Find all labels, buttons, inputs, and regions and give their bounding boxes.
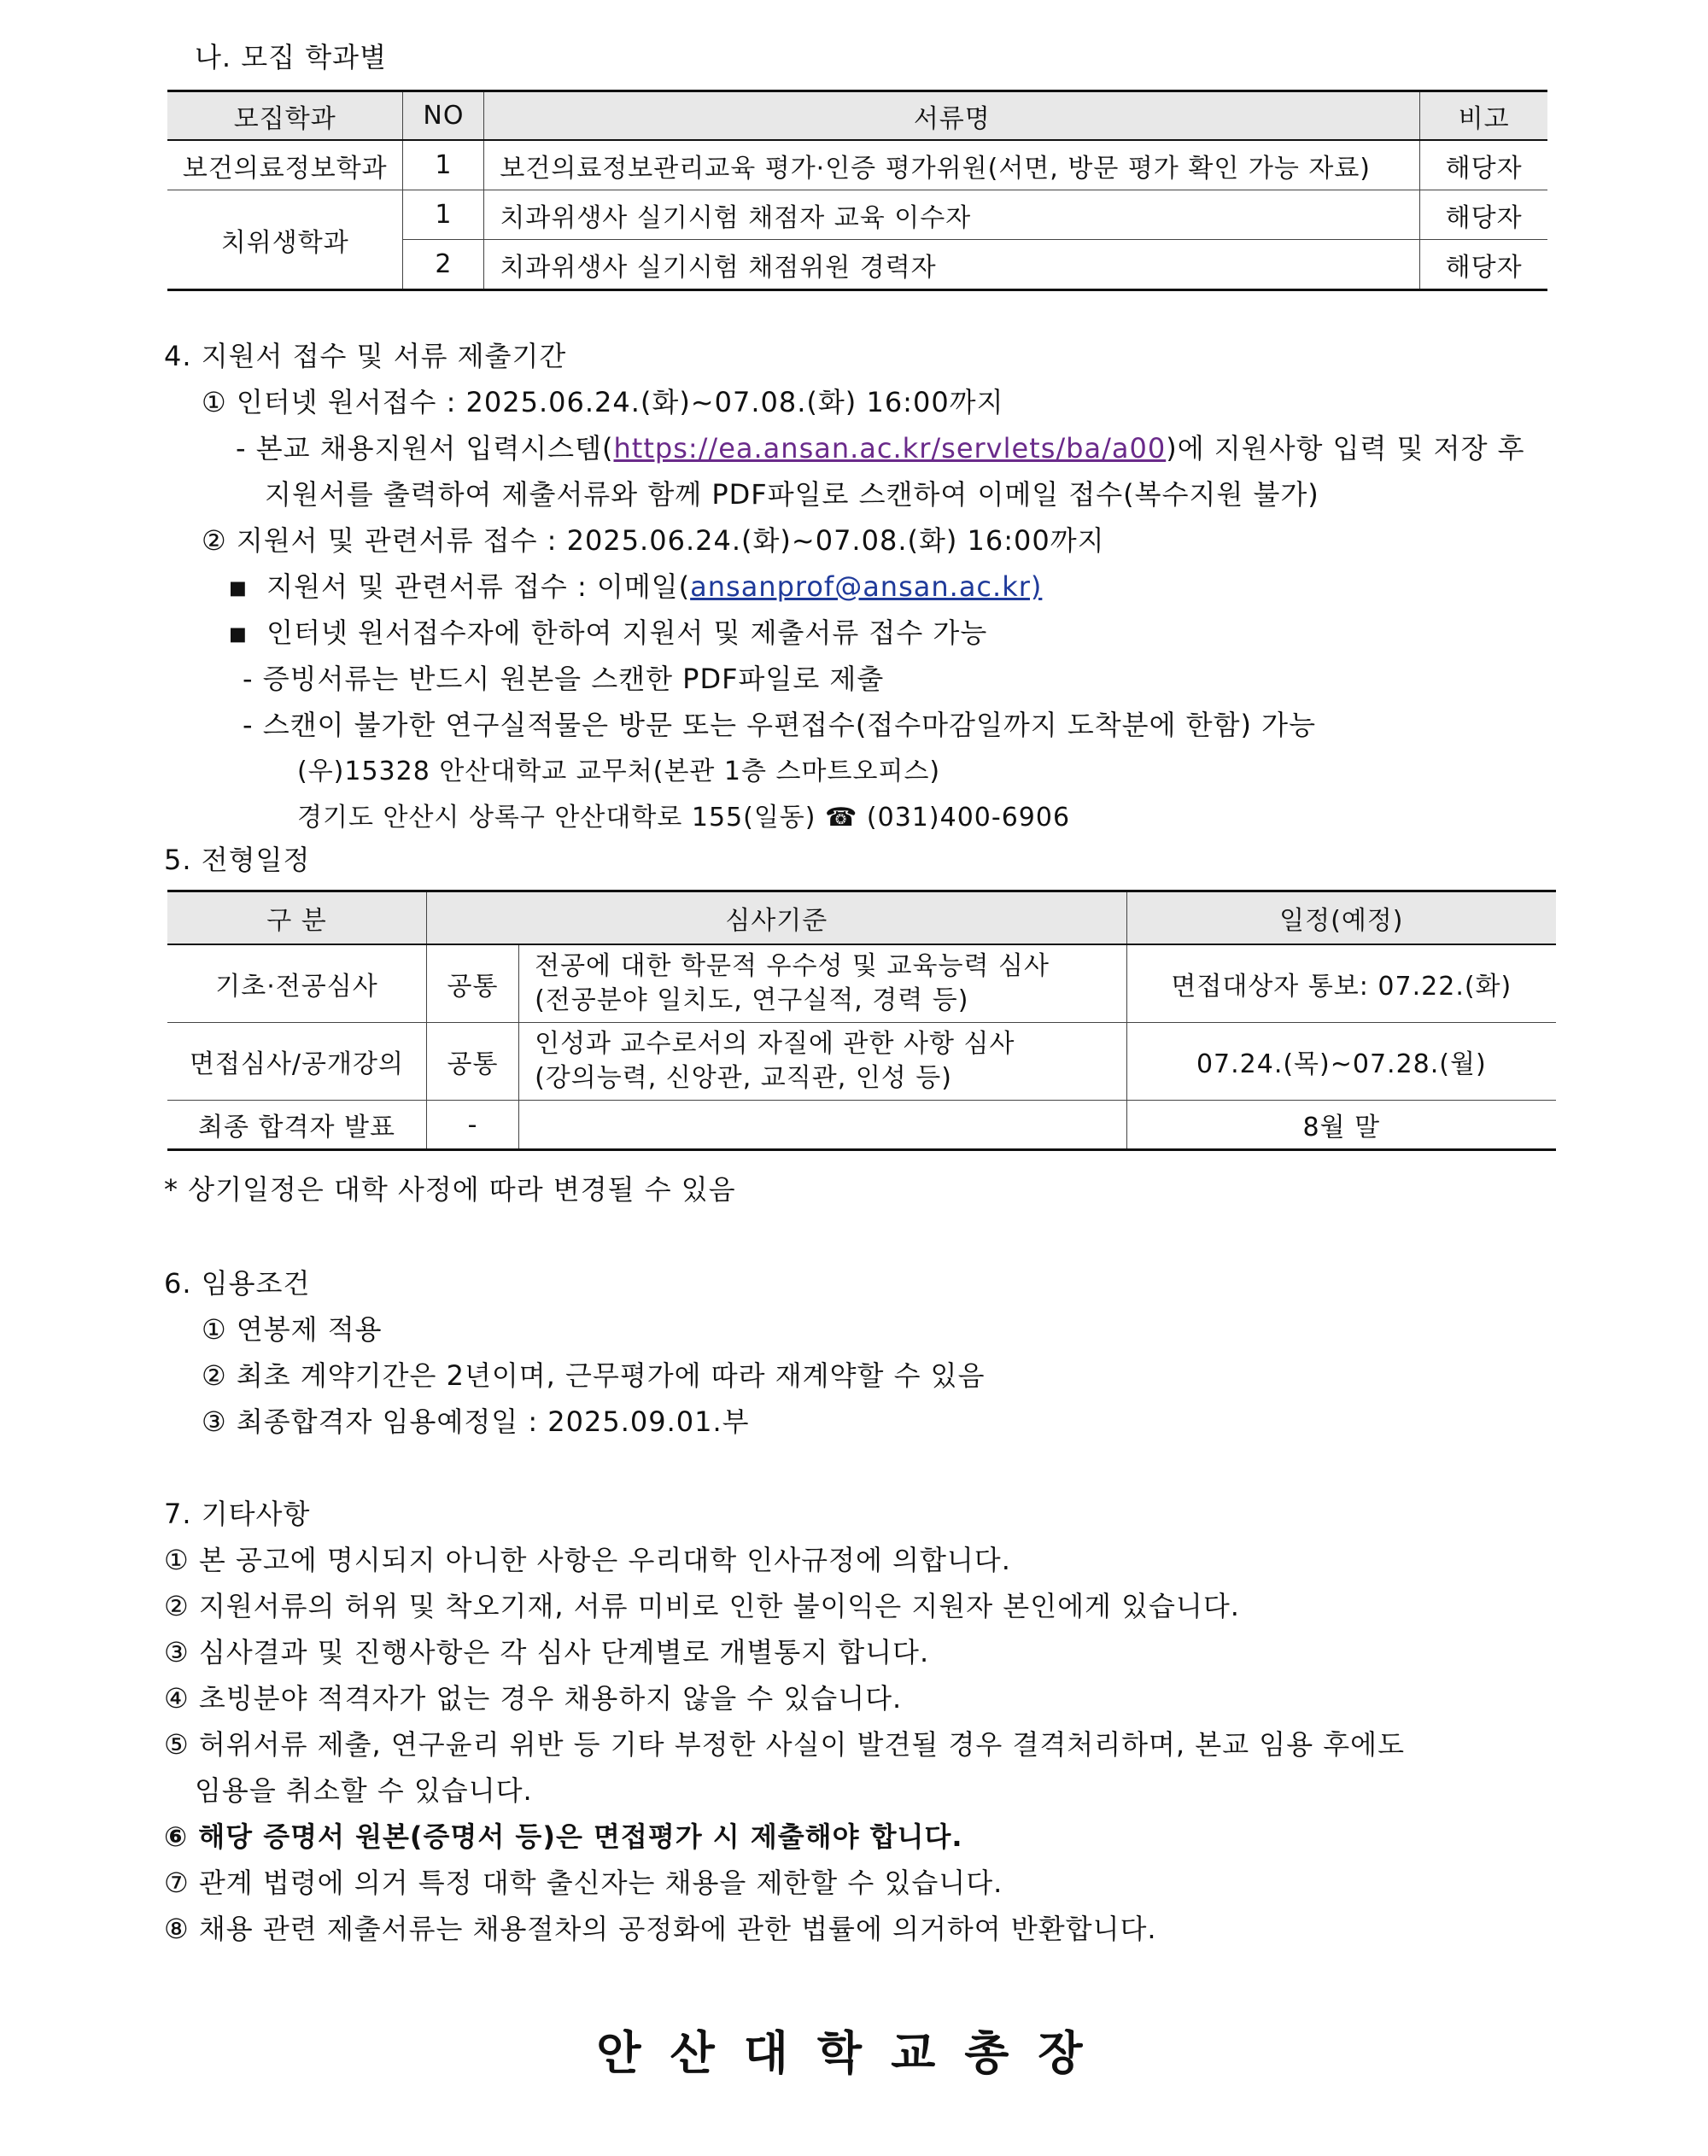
date-cell: 면접대상자 통보: 07.22.(화)	[1126, 944, 1556, 1023]
section7-item-cont: 임용을 취소할 수 있습니다.	[195, 1774, 533, 1807]
address-line1: (우)15328 안산대학교 교무처(본관 1층 스마트오피스)	[297, 757, 941, 786]
doc-cell: 치과위생사 실기시험 채점자 교육 이수자	[484, 190, 1420, 240]
section6-item: ① 연봉제 적용	[202, 1313, 383, 1346]
stage-cell: 면접심사/공개강의	[167, 1023, 426, 1101]
section6-item: ② 최초 계약기간은 2년이며, 근무평가에 따라 재계약할 수 있음	[202, 1359, 986, 1392]
header-criteria: 심사기준	[426, 891, 1126, 945]
type-cell: -	[426, 1101, 518, 1150]
dept-cell: 치위생학과	[167, 190, 403, 290]
section4-item1-sub	[236, 427, 1525, 466]
criteria-line2: (강의능력, 신앙관, 교직관, 인성 등)	[535, 1063, 952, 1093]
criteria-cell	[519, 1023, 1127, 1101]
section4-title: 4. 지원서 접수 및 서류 제출기간	[164, 340, 567, 372]
date-cell: 07.24.(목)~07.28.(월)	[1126, 1023, 1556, 1101]
section7-item: ① 본 공고에 명시되지 아니한 사항은 우리대학 인사규정에 의합니다.	[164, 1544, 1011, 1576]
table-row	[167, 1023, 1556, 1101]
dept-documents-table	[167, 90, 1547, 291]
section4-item2: ② 지원서 및 관련서류 접수 : 2025.06.24.(화)~07.08.(화) 16:00까지	[202, 524, 1105, 557]
header-stage: 구 분	[167, 891, 426, 945]
stage-cell: 최종 합격자 발표	[167, 1101, 426, 1150]
table-row	[167, 1101, 1556, 1150]
section7-item: ⑧ 채용 관련 제출서류는 채용절차의 공정화에 관한 법률에 의거하여 반환합니다.	[164, 1913, 1157, 1945]
note-cell: 해당자	[1420, 240, 1547, 290]
section4-dash1: - 증빙서류는 반드시 원본을 스캔한 PDF파일로 제출	[243, 663, 885, 695]
section4-dash2: - 스캔이 불가한 연구실적물은 방문 또는 우편접수(접수마감일까지 도착분에 한함) 가능	[243, 709, 1316, 741]
header-dept: 모집학과	[167, 91, 403, 141]
address-line2: 경기도 안산시 상록구 안산대학로 155(일동) ☎ (031)400-6906	[297, 803, 1071, 833]
section4-bullet2	[229, 611, 987, 651]
schedule-note: * 상기일정은 대학 사정에 따라 변경될 수 있음	[164, 1173, 736, 1206]
section6-title: 6. 임용조건	[164, 1267, 311, 1300]
criteria-cell	[519, 944, 1127, 1023]
header-date: 일정(예정)	[1126, 891, 1556, 945]
section4-item1: ① 인터넷 원서접수 : 2025.06.24.(화)~07.08.(화) 16:00까지	[202, 386, 1004, 418]
no-cell: 2	[403, 240, 484, 290]
item1-sub-suffix: )에 지원사항 입력 및 저장 후	[1166, 432, 1525, 465]
note-cell: 해당자	[1420, 190, 1547, 240]
section6-item: ③ 최종합격자 임용예정일 : 2025.09.01.부	[202, 1405, 750, 1438]
note-cell: 해당자	[1420, 140, 1547, 190]
table-header-row	[167, 891, 1556, 945]
item1-sub-prefix: - 본교 채용지원서 입력시스템(	[236, 432, 614, 465]
header-no: NO	[403, 91, 484, 141]
bullet-square-icon: ■	[229, 623, 248, 646]
section4-bullet1	[229, 565, 1042, 605]
email-link[interactable]: ansanprof@ansan.ac.kr)	[690, 570, 1043, 603]
section7-item: ⑦ 관계 법령에 의거 특정 대학 출신자는 채용을 제한할 수 있습니다.	[164, 1867, 1003, 1899]
type-cell: 공통	[426, 944, 518, 1023]
schedule-table	[167, 890, 1556, 1151]
no-cell: 1	[403, 140, 484, 190]
section7-title: 7. 기타사항	[164, 1498, 311, 1530]
stage-cell: 기초·전공심사	[167, 944, 426, 1023]
criteria-line1: 인성과 교수로서의 자질에 관한 사항 심사	[535, 1029, 1015, 1059]
no-cell: 1	[403, 190, 484, 240]
header-note: 비고	[1420, 91, 1547, 141]
table-row	[167, 944, 1556, 1023]
dept-cell: 보건의료정보학과	[167, 140, 403, 190]
criteria-line2: (전공분야 일치도, 연구실적, 경력 등)	[535, 985, 969, 1015]
criteria-cell	[519, 1101, 1127, 1150]
section7-item: ⑤ 허위서류 제출, 연구윤리 위반 등 기타 부정한 사실이 발견될 경우 결격처리하며, 본교 임용 후에도	[164, 1728, 1406, 1761]
section7-item: ③ 심사결과 및 진행사항은 각 심사 단계별로 개별통지 합니다.	[164, 1636, 930, 1668]
section-na-title: 나. 모집 학과별	[195, 41, 387, 73]
bullet-square-icon: ■	[229, 577, 248, 599]
header-doc: 서류명	[484, 91, 1420, 141]
section7-item: ② 지원서류의 허위 및 착오기재, 서류 미비로 인한 불이익은 지원자 본인에게 있습니다.	[164, 1590, 1240, 1622]
section7-item-bold: ⑥ 해당 증명서 원본(증명서 등)은 면접평가 시 제출해야 합니다.	[164, 1820, 963, 1853]
table-row	[167, 190, 1547, 240]
bullet2-text: 인터넷 원서접수자에 한하여 지원서 및 제출서류 접수 가능	[266, 616, 988, 649]
date-cell: 8월 말	[1126, 1101, 1556, 1150]
section7-item: ④ 초빙분야 적격자가 없는 경우 채용하지 않을 수 있습니다.	[164, 1682, 903, 1715]
section5-title: 5. 전형일정	[164, 844, 311, 876]
section4-item1-sub-line2: 지원서를 출력하여 제출서류와 함께 PDF파일로 스캔하여 이메일 접수(복수지원 불가)	[265, 478, 1319, 511]
criteria-line1: 전공에 대한 학문적 우수성 및 교육능력 심사	[535, 951, 1050, 981]
table-row	[167, 140, 1547, 190]
type-cell: 공통	[426, 1023, 518, 1101]
doc-cell: 보건의료정보관리교육 평가·인증 평가위원(서면, 방문 평가 확인 가능 자료)	[484, 140, 1420, 190]
table-header-row	[167, 91, 1547, 141]
president-signature: 안산대학교총장	[596, 2026, 1112, 2080]
bullet1-prefix: 지원서 및 관련서류 접수 : 이메일(	[266, 570, 691, 603]
doc-cell: 치과위생사 실기시험 채점위원 경력자	[484, 240, 1420, 290]
application-system-link[interactable]: https://ea.ansan.ac.kr/servlets/ba/a00	[613, 432, 1167, 465]
